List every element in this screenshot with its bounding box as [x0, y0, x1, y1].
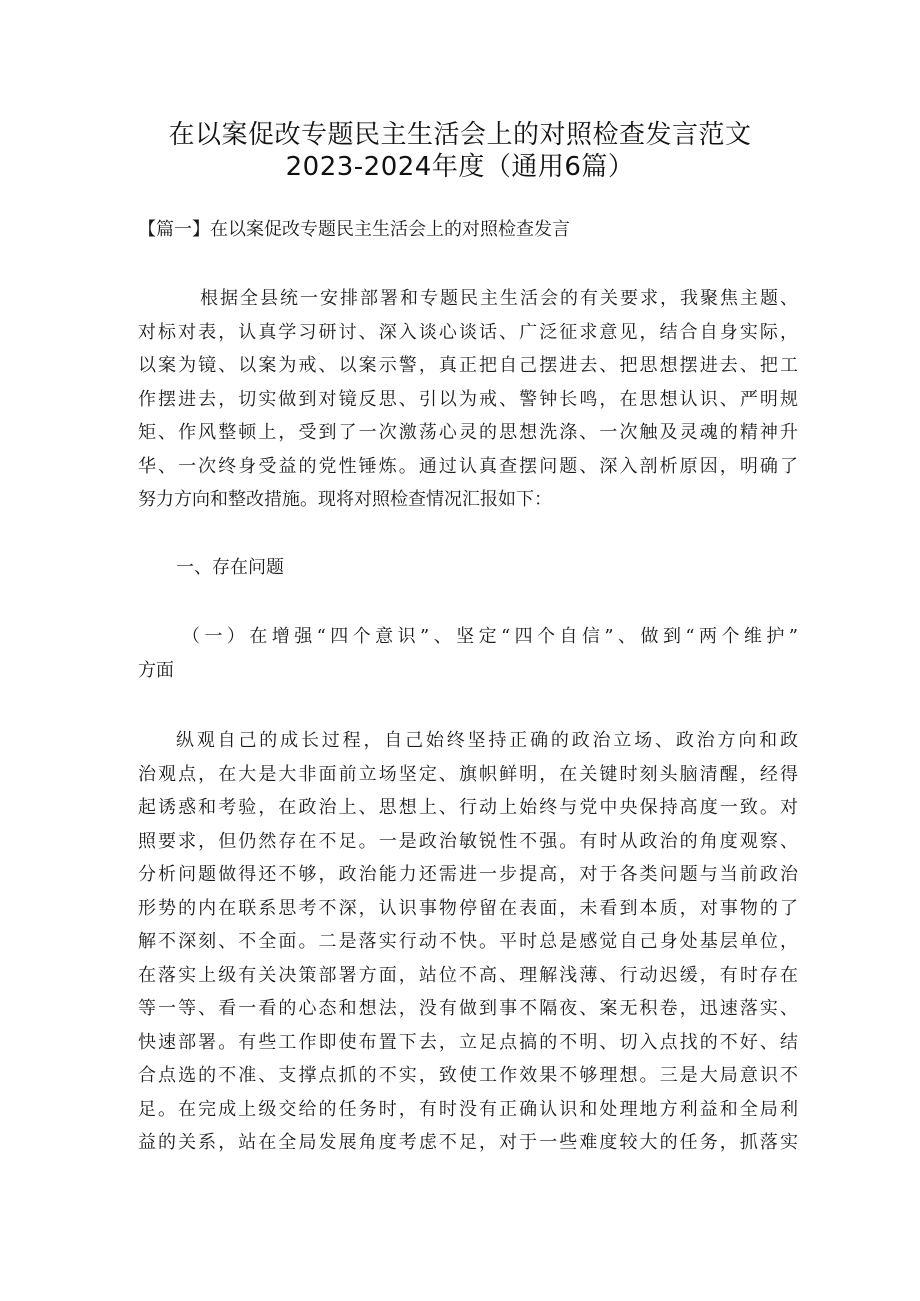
heading-text: 一、存在问题 — [176, 557, 284, 578]
paragraph-line: 益的关系，站在全局发展角度考虑不足，对于一些难度较大的任务，抓落实 — [138, 1132, 798, 1153]
paragraph-line: 华、一次终身受益的党性锤炼。通过认真查摆问题、深入剖析原因，明确了 — [138, 455, 798, 477]
paragraph-line: 快速部署。有些工作即使布置下去，立足点搞的不明、切入点找的不好、结 — [138, 1031, 798, 1053]
paragraph-line: 根据全县统一安排部署和专题民主生活会的有关要求，我聚焦主题、 — [200, 288, 798, 309]
paragraph-line: 解不深刻、不全面。二是落实行动不快。平时总是感觉自己身处基层单位， — [138, 931, 798, 952]
subheading-line: 方面 — [138, 659, 174, 681]
paragraph-line: 矩、作风整顿上，受到了一次激荡心灵的思想洗涤、一次触及灵魂的精神升 — [138, 422, 798, 443]
heading-existing-problems — [176, 551, 476, 585]
subheading — [138, 620, 798, 687]
paragraph-line: 起诱惑和考验，在政治上、思想上、行动上始终与党中央保持高度一致。对 — [138, 797, 798, 818]
paragraph-line: 分析问题做得还不够，政治能力还需进一步提高，对于各类问题与当前政治 — [138, 864, 798, 885]
paragraph-line: 作摆进去，切实做到对镜反思、引以为戒、警钟长鸣，在思想认识、严明规 — [138, 388, 798, 410]
paragraph-line: 对标对表，认真学习研讨、深入谈心谈话、广泛征求意见，结合自身实际， — [138, 321, 798, 343]
paragraph-line: 等一等、看一看的心态和想法，没有做到事不隔夜、案无积卷，迅速落实、 — [138, 998, 798, 1019]
paragraph-line: 纵观自己的成长过程，自己始终坚持正确的政治立场、政治方向和政 — [176, 730, 798, 751]
paragraph-line: 以案为镜、以案为戒、以案示警，真正把自己摆进去、把思想摆进去、把工 — [138, 355, 798, 376]
document-title-line2: 2023-2024年度（通用6篇） — [285, 152, 635, 182]
section-heading — [138, 213, 798, 247]
paragraph-line: 形势的内在联系思考不深，认识事物停留在表面，未看到本质，对事物的了 — [138, 897, 798, 919]
body-paragraph — [138, 724, 798, 1160]
intro-paragraph — [138, 282, 798, 517]
subheading-line: （一）在增强“四个意识”、坚定“四个自信”、做到“两个维护” — [182, 626, 798, 647]
paragraph-line: 治观点，在大是大非面前立场坚定、旗帜鲜明，在关键时刻头脑清醒，经得 — [138, 763, 798, 785]
paragraph-line: 足。在完成上级交给的任务时，有时没有正确认识和处理地方利益和全局利 — [138, 1098, 798, 1120]
paragraph-line: 合点选的不准、支撑点抓的不实，致使工作效果不够理想。三是大局意识不 — [138, 1065, 798, 1086]
paragraph-line: 努力方向和整改措施。现将对照检查情况汇报如下： — [138, 489, 552, 510]
document-title-line1: 在以案促改专题民主生活会上的对照检查发言范文 — [168, 120, 752, 150]
paragraph-line: 在落实上级有关决策部署方面，站位不高、理解浅薄、行动迟缓，有时存在 — [138, 964, 798, 986]
paragraph-line: 照要求，但仍然存在不足。一是政治敏锐性不强。有时从政治的角度观察、 — [138, 830, 798, 852]
section-heading-text: 【篇一】在以案促改专题民主生活会上的对照检查发言 — [138, 219, 570, 240]
